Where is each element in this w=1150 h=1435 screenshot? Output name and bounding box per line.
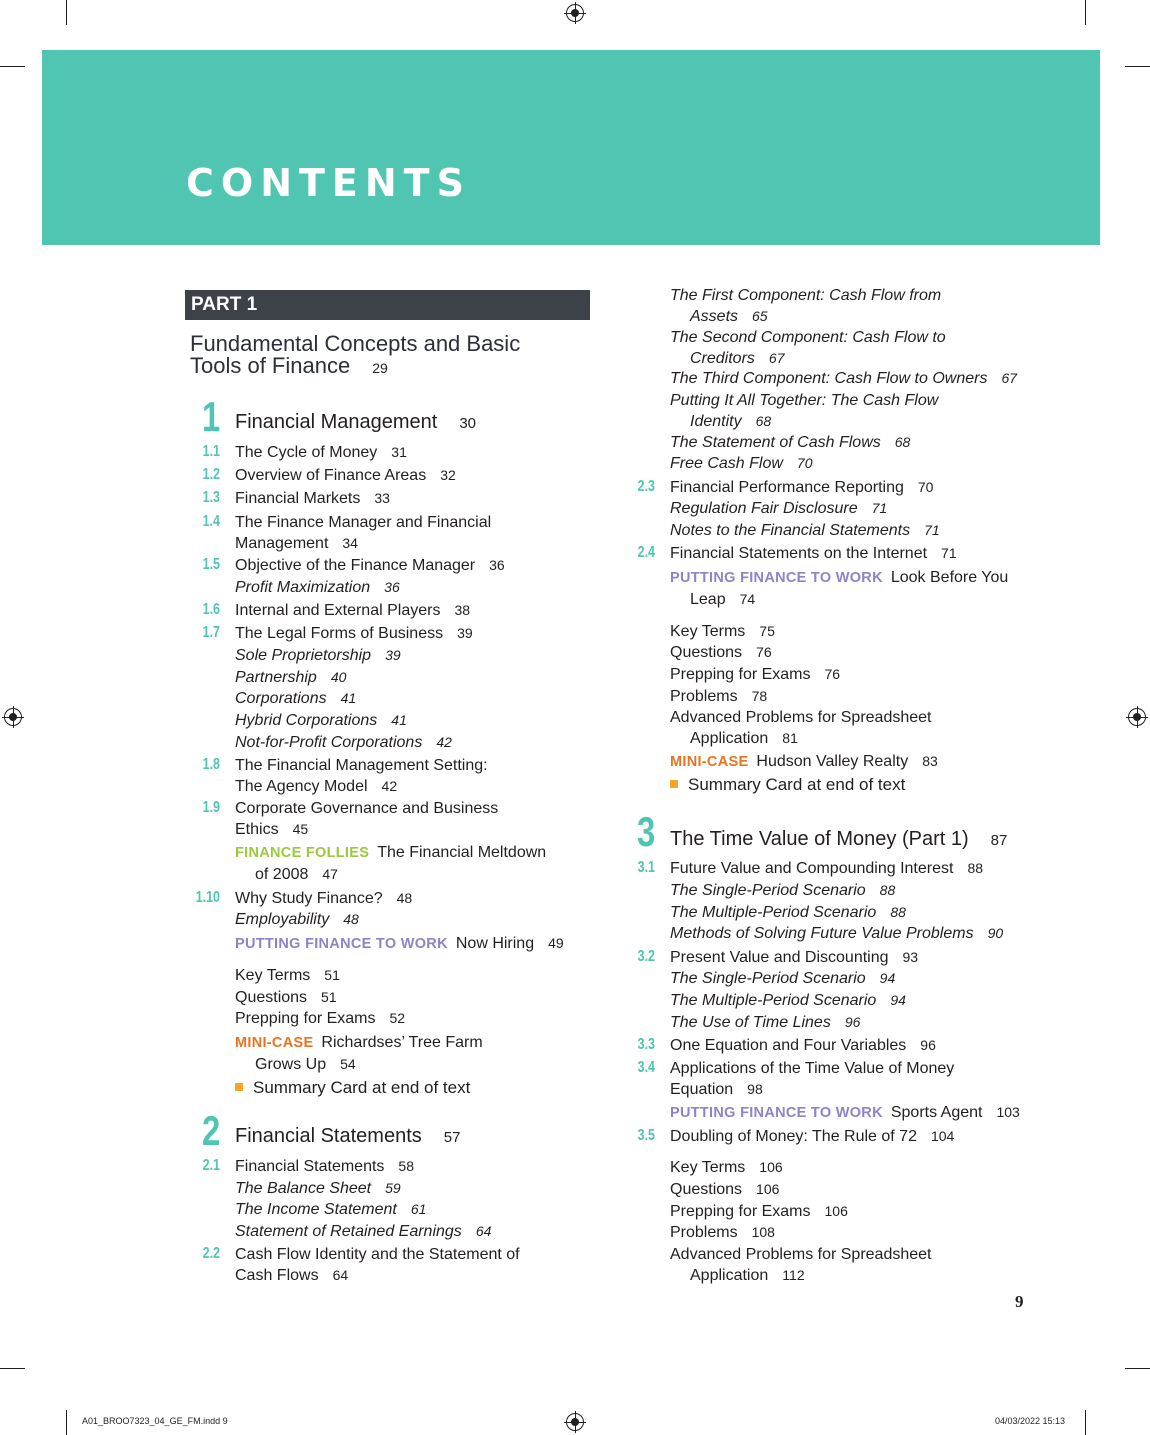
summary-card-note: Summary Card at end of text xyxy=(670,774,905,795)
square-bullet-icon xyxy=(670,780,678,788)
toc-entry[interactable]: Why Study Finance? 48 xyxy=(235,890,413,907)
chapter-number: 2 xyxy=(202,1107,221,1154)
toc-entry[interactable]: Financial Performance Reporting 70 xyxy=(670,479,934,496)
toc-subentry[interactable]: Statement of Retained Earnings 64 xyxy=(235,1223,492,1240)
chapter-title[interactable]: The Time Value of Money (Part 1) 87 xyxy=(670,828,1008,850)
toc-subentry[interactable]: The Multiple-Period Scenario 94 xyxy=(670,992,906,1009)
slug-filename: A01_BROO7323_04_GE_FM.indd 9 xyxy=(82,1416,228,1426)
crop-mark xyxy=(1085,1410,1086,1435)
section-number: 1.2 xyxy=(202,466,220,483)
section-number: 2.3 xyxy=(637,478,655,495)
page-number: 30 xyxy=(459,415,477,432)
contents-banner xyxy=(42,50,1100,245)
toc-entry[interactable]: Financial Markets 33 xyxy=(235,490,390,507)
section-number: 1.8 xyxy=(202,756,220,773)
toc-subentry[interactable]: Notes to the Financial Statements 71 xyxy=(670,522,940,539)
page-folio: 9 xyxy=(1015,1292,1024,1311)
section-number: 1.6 xyxy=(202,601,220,618)
crop-mark xyxy=(1125,1368,1150,1369)
toc-subentry[interactable]: The Multiple-Period Scenario 88 xyxy=(670,904,906,921)
feature-label: MINI-CASE xyxy=(670,754,749,770)
toc-entry[interactable]: Problems 78 xyxy=(670,688,768,705)
registration-mark-icon xyxy=(4,708,22,726)
section-number: 3.3 xyxy=(637,1036,655,1053)
section-number: 1.4 xyxy=(202,513,220,530)
chapter-title[interactable]: Financial Statements 57 xyxy=(235,1125,461,1147)
feature-label: FINANCE FOLLIES xyxy=(235,845,370,861)
registration-mark-icon xyxy=(1128,708,1146,726)
part-title-line: Tools of Finance 29 xyxy=(190,353,388,378)
toc-entry[interactable]: Problems 108 xyxy=(670,1224,775,1241)
summary-card-note: Summary Card at end of text xyxy=(235,1077,470,1098)
toc-entry[interactable]: Overview of Finance Areas 32 xyxy=(235,467,456,484)
section-number: 2.4 xyxy=(637,544,655,561)
toc-entry[interactable]: Objective of the Finance Manager 36 xyxy=(235,557,505,574)
crop-mark xyxy=(1125,66,1150,67)
feature-label: MINI-CASE xyxy=(235,1035,314,1051)
feature-entry[interactable]: PUTTING FINANCE TO WORK Now Hiring 49 xyxy=(235,935,564,952)
toc-subentry[interactable]: The Second Component: Cash Flow to Creditors 67 xyxy=(670,329,946,367)
toc-subentry[interactable]: Profit Maximization 36 xyxy=(235,579,400,596)
section-number: 1.9 xyxy=(202,799,220,816)
toc-subentry[interactable]: The First Component: Cash Flow from Assets 65 xyxy=(670,287,942,325)
toc-entry[interactable]: Internal and External Players 38 xyxy=(235,602,471,619)
toc-entry[interactable]: Questions 51 xyxy=(235,989,337,1006)
toc-subentry[interactable]: Sole Proprietorship 39 xyxy=(235,647,401,664)
toc-entry[interactable]: Key Terms 51 xyxy=(235,967,340,984)
chapter-number: 1 xyxy=(202,393,221,440)
toc-subentry[interactable]: Putting It All Together: The Cash Flow Identity 68 xyxy=(670,392,939,430)
toc-entry[interactable]: Questions 106 xyxy=(670,1181,780,1198)
part-title-line: Fundamental Concepts and Basic xyxy=(190,331,521,356)
toc-entry[interactable]: Applications of the Time Value of Money Equation 98 xyxy=(670,1060,955,1098)
toc-entry[interactable]: The Legal Forms of Business 39 xyxy=(235,625,473,642)
page-number: 29 xyxy=(372,360,388,376)
toc-entry[interactable]: Present Value and Discounting 93 xyxy=(670,949,919,966)
feature-label: PUTTING FINANCE TO WORK xyxy=(670,570,883,586)
page-number: 87 xyxy=(990,832,1008,849)
page-title: CONTENTS xyxy=(186,161,471,205)
feature-entry[interactable]: PUTTING FINANCE TO WORK Look Before You Leap 74 xyxy=(670,569,1009,608)
toc-subentry[interactable]: Regulation Fair Disclosure 71 xyxy=(670,500,888,517)
feature-entry[interactable]: PUTTING FINANCE TO WORK Sports Agent 103 xyxy=(670,1104,1020,1121)
chapter-title[interactable]: Financial Management 30 xyxy=(235,411,477,433)
toc-entry[interactable]: Prepping for Exams 106 xyxy=(670,1203,848,1220)
section-number: 1.1 xyxy=(202,443,220,460)
section-number: 2.1 xyxy=(202,1157,220,1174)
section-number: 1.10 xyxy=(195,889,220,906)
registration-mark-icon xyxy=(566,1413,584,1431)
toc-subentry[interactable]: Free Cash Flow 70 xyxy=(670,455,813,472)
section-number: 1.3 xyxy=(202,489,220,506)
toc-subentry[interactable]: Corporations 41 xyxy=(235,690,357,707)
section-number: 1.5 xyxy=(202,556,220,573)
chapter-number: 3 xyxy=(637,808,656,855)
feature-label: PUTTING FINANCE TO WORK xyxy=(235,936,448,952)
feature-label: PUTTING FINANCE TO WORK xyxy=(670,1105,883,1121)
toc-entry[interactable]: One Equation and Four Variables 96 xyxy=(670,1037,936,1054)
toc-subentry[interactable]: The Third Component: Cash Flow to Owners 67 xyxy=(670,370,1018,387)
toc-entry[interactable]: Key Terms 106 xyxy=(670,1159,783,1176)
toc-subentry[interactable]: The Income Statement 61 xyxy=(235,1201,427,1218)
toc-entry[interactable]: Doubling of Money: The Rule of 72 104 xyxy=(670,1128,955,1145)
toc-entry[interactable]: Prepping for Exams 76 xyxy=(670,666,841,683)
toc-subentry[interactable]: The Use of Time Lines 96 xyxy=(670,1014,861,1031)
crop-mark xyxy=(0,1368,25,1369)
section-number: 3.4 xyxy=(637,1059,655,1076)
slug-date: 04/03/2022 15:13 xyxy=(995,1416,1066,1426)
toc-entry[interactable]: Key Terms 75 xyxy=(670,623,775,640)
toc-entry[interactable]: The Cycle of Money 31 xyxy=(235,444,407,461)
toc-subentry[interactable]: The Single-Period Scenario 94 xyxy=(670,970,896,987)
section-number: 3.1 xyxy=(637,859,655,876)
crop-mark xyxy=(0,66,25,67)
toc-entry[interactable]: Prepping for Exams 52 xyxy=(235,1010,406,1027)
toc-entry[interactable]: Financial Statements on the Internet 71 xyxy=(670,545,957,562)
toc-entry[interactable]: Future Value and Compounding Interest 88 xyxy=(670,860,984,877)
section-number: 3.5 xyxy=(637,1127,655,1144)
toc-entry[interactable]: The Finance Manager and Financial Management 34 xyxy=(235,514,492,552)
part-title xyxy=(190,333,590,379)
registration-mark-icon xyxy=(566,4,584,22)
toc-subentry[interactable]: The Balance Sheet 59 xyxy=(235,1180,401,1197)
toc-subentry[interactable]: Employability 48 xyxy=(235,911,359,928)
toc-subentry[interactable]: The Statement of Cash Flows 68 xyxy=(670,434,911,451)
feature-entry[interactable]: FINANCE FOLLIES The Financial Meltdown of 2008 47 xyxy=(235,844,547,883)
feature-entry[interactable]: MINI-CASE Hudson Valley Realty 83 xyxy=(670,753,938,770)
section-number: 1.7 xyxy=(202,624,220,641)
toc-entry[interactable]: Cash Flow Identity and the Statement of Cash Flows 64 xyxy=(235,1246,520,1284)
square-bullet-icon xyxy=(235,1083,243,1091)
toc-subentry[interactable]: Methods of Solving Future Value Problems 90 xyxy=(670,925,1004,942)
toc-subentry[interactable]: Not-for-Profit Corporations 42 xyxy=(235,734,452,751)
crop-mark xyxy=(66,0,67,25)
page-number: 57 xyxy=(443,1129,461,1146)
toc-entry[interactable]: Advanced Problems for Spreadsheet Application 81 xyxy=(670,709,932,747)
crop-mark xyxy=(1085,0,1086,25)
toc-entry[interactable]: Corporate Governance and Business Ethics 45 xyxy=(235,800,499,838)
toc-entry[interactable]: Financial Statements 58 xyxy=(235,1158,414,1175)
feature-entry[interactable]: MINI-CASE Richardses’ Tree Farm Grows Up 54 xyxy=(235,1034,483,1073)
section-number: 3.2 xyxy=(637,948,655,965)
section-number: 2.2 xyxy=(202,1245,220,1262)
part-label: PART 1 xyxy=(185,290,590,320)
crop-mark xyxy=(66,1410,67,1435)
toc-subentry[interactable]: The Single-Period Scenario 88 xyxy=(670,882,896,899)
toc-subentry[interactable]: Partnership 40 xyxy=(235,669,347,686)
toc-entry[interactable]: Advanced Problems for Spreadsheet Application 112 xyxy=(670,1246,932,1284)
toc-entry[interactable]: The Financial Management Setting: The Agency Model 42 xyxy=(235,757,488,795)
toc-entry[interactable]: Questions 76 xyxy=(670,644,772,661)
toc-subentry[interactable]: Hybrid Corporations 41 xyxy=(235,712,407,729)
